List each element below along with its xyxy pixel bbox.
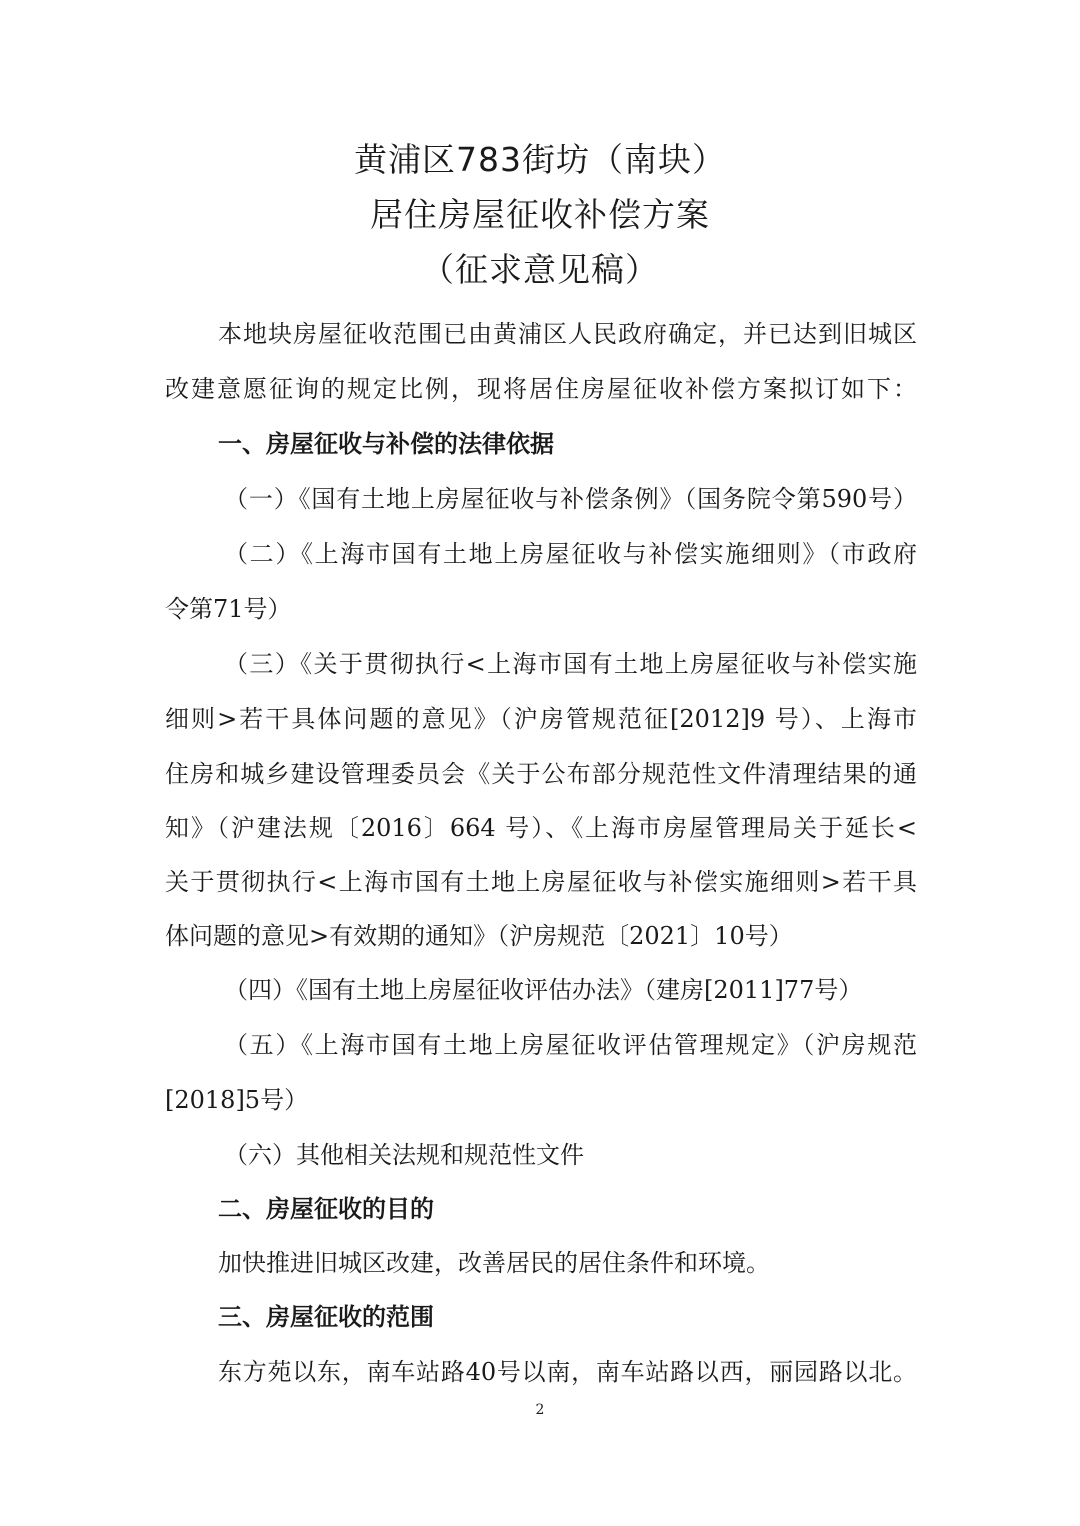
- section-heading-purpose: 二、房屋征收的目的: [218, 1195, 434, 1223]
- legal-basis-item-3-line-1: （三）《关于贯彻执行<上海市国有土地上房屋征收与补偿实施: [224, 650, 917, 678]
- legal-basis-item-3-line-3: 住房和城乡建设管理委员会《关于公布部分规范性文件清理结果的通: [165, 760, 917, 788]
- section-heading-legal-basis: 一、房屋征收与补偿的法律依据: [218, 430, 554, 458]
- legal-basis-item-2-line-2: 令第71号）: [165, 595, 292, 623]
- intro-line-2: 改建意愿征询的规定比例，现将居住房屋征收补偿方案拟订如下：: [165, 375, 917, 403]
- legal-basis-item-3-line-2: 细则>若干具体问题的意见》（沪房管规范征[2012]9 号）、上海市: [165, 705, 917, 733]
- legal-basis-item-4: （四）《国有土地上房屋征收评估办法》（建房[2011]77号）: [224, 976, 863, 1004]
- section-heading-scope: 三、房屋征收的范围: [218, 1303, 434, 1331]
- page-number: 2: [535, 1402, 545, 1418]
- legal-basis-item-5-line-1: （五）《上海市国有土地上房屋征收评估管理规定》（沪房规范: [224, 1031, 917, 1059]
- legal-basis-item-2-line-1: （二）《上海市国有土地上房屋征收与补偿实施细则》（市政府: [224, 540, 917, 568]
- intro-line-1: 本地块房屋征收范围已由黄浦区人民政府确定，并已达到旧城区: [218, 320, 917, 348]
- legal-basis-item-3-line-4: 知》（沪建法规〔2016〕664 号）、《上海市房屋管理局关于延长<: [165, 814, 917, 842]
- legal-basis-item-3-line-5: 关于贯彻执行<上海市国有土地上房屋征收与补偿实施细则>若干具: [165, 868, 917, 896]
- scope-text: 东方苑以东，南车站路40号以南，南车站路以西，丽园路以北。: [218, 1358, 917, 1386]
- purpose-text: 加快推进旧城区改建，改善居民的居住条件和环境。: [218, 1249, 770, 1277]
- document-title-line-2: 居住房屋征收补偿方案: [370, 195, 710, 234]
- legal-basis-item-5-line-2: [2018]5号）: [165, 1086, 309, 1114]
- legal-basis-item-6: （六）其他相关法规和规范性文件: [224, 1141, 584, 1169]
- document-title-line-1: 黄浦区783街坊（南块）: [354, 140, 726, 179]
- legal-basis-item-3-line-6: 体问题的意见>有效期的通知》（沪房规范〔2021〕10号）: [165, 922, 793, 950]
- legal-basis-item-1: （一）《国有土地上房屋征收与补偿条例》（国务院令第590号）: [224, 485, 917, 513]
- document-title-line-3: （征求意见稿）: [421, 250, 659, 289]
